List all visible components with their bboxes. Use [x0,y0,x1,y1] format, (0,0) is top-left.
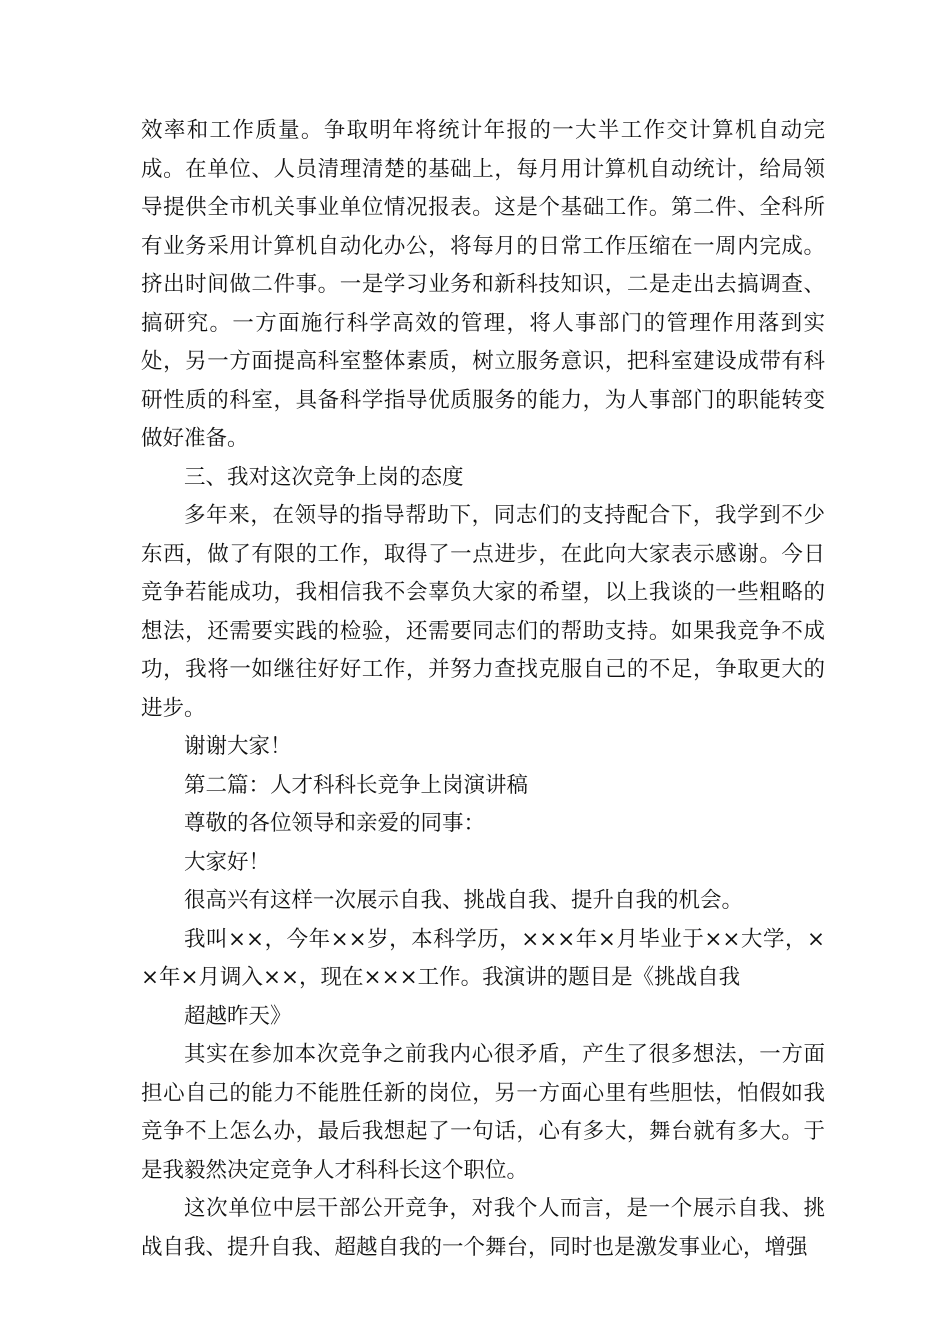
article-title-second: 第二篇：人才科科长竞争上岗演讲稿 [184,772,529,798]
paragraph-gratitude: 多年来，在领导的指导帮助下，同志们的支持配合下，我学到不少东西，做了有限的工作，取得了一点进步，在此向大家表示感谢。今日竞争若能成功，我相信我不会辜负大家的希望，以上我谈的一些粗略的想法，还需要实践的检验，还需要同志们的帮助支持。如果我竞争不成功，我将一如继往好好工作，并努力查找克服自己的不足，争取更大的进步。 [141,503,825,721]
paragraph-work-efficiency: 效率和工作质量。争取明年将统计年报的一大半工作交计算机自动完成。在单位、人员清理清楚的基础上，每月用计算机自动统计，给局领导提供全市机关事业单位情况报表。这是个基础工作。第二件、全科所有业务采用计算机自动化办公，将每月的日常工作压缩在一周内完成。挤出时间做二件事。一是学习业务和新科技知识，二是走出去搞调查、搞研究。一方面施行科学高效的管理，将人事部门的管理作用落到实处，另一方面提高科室整体素质，树立服务意识，把科室建设成带有科研性质的科室，具备科学指导优质服务的能力，为人事部门的职能转变做好准备。 [141,118,825,451]
paragraph-stage: 这次单位中层干部公开竞争，对我个人而言，是一个展示自我、挑战自我、提升自我、超越自我的一个舞台，同时也是激发事业心，增强 [141,1196,825,1260]
paragraph-self-introduction: 我叫××，今年××岁，本科学历，×××年×月毕业于××大学，××年×月调入××，现在×××工作。我演讲的题目是《挑战自我 [141,926,825,990]
paragraph-opportunity: 很高兴有这样一次展示自我、挑战自我、提升自我的机会。 [184,888,744,913]
paragraph-decision: 其实在参加本次竞争之前我内心很矛盾，产生了很多想法，一方面担心自己的能力不能胜任新的岗位，另一方面心里有些胆怯，怕假如我竞争不上怎么办，最后我想起了一句话，心有多大，舞台就有多大。于是我毅然决定竞争人才科科长这个职位。 [141,1042,825,1183]
paragraph-thanks: 谢谢大家！ [184,734,292,759]
paragraph-speech-title-end: 超越昨天》 [184,1003,292,1029]
paragraph-greeting: 大家好！ [184,849,271,875]
section-heading-attitude: 三、我对这次竞争上岗的态度 [184,464,464,490]
document-body [141,112,825,1267]
paragraph-salutation: 尊敬的各位领导和亲爱的同事： [184,811,486,836]
